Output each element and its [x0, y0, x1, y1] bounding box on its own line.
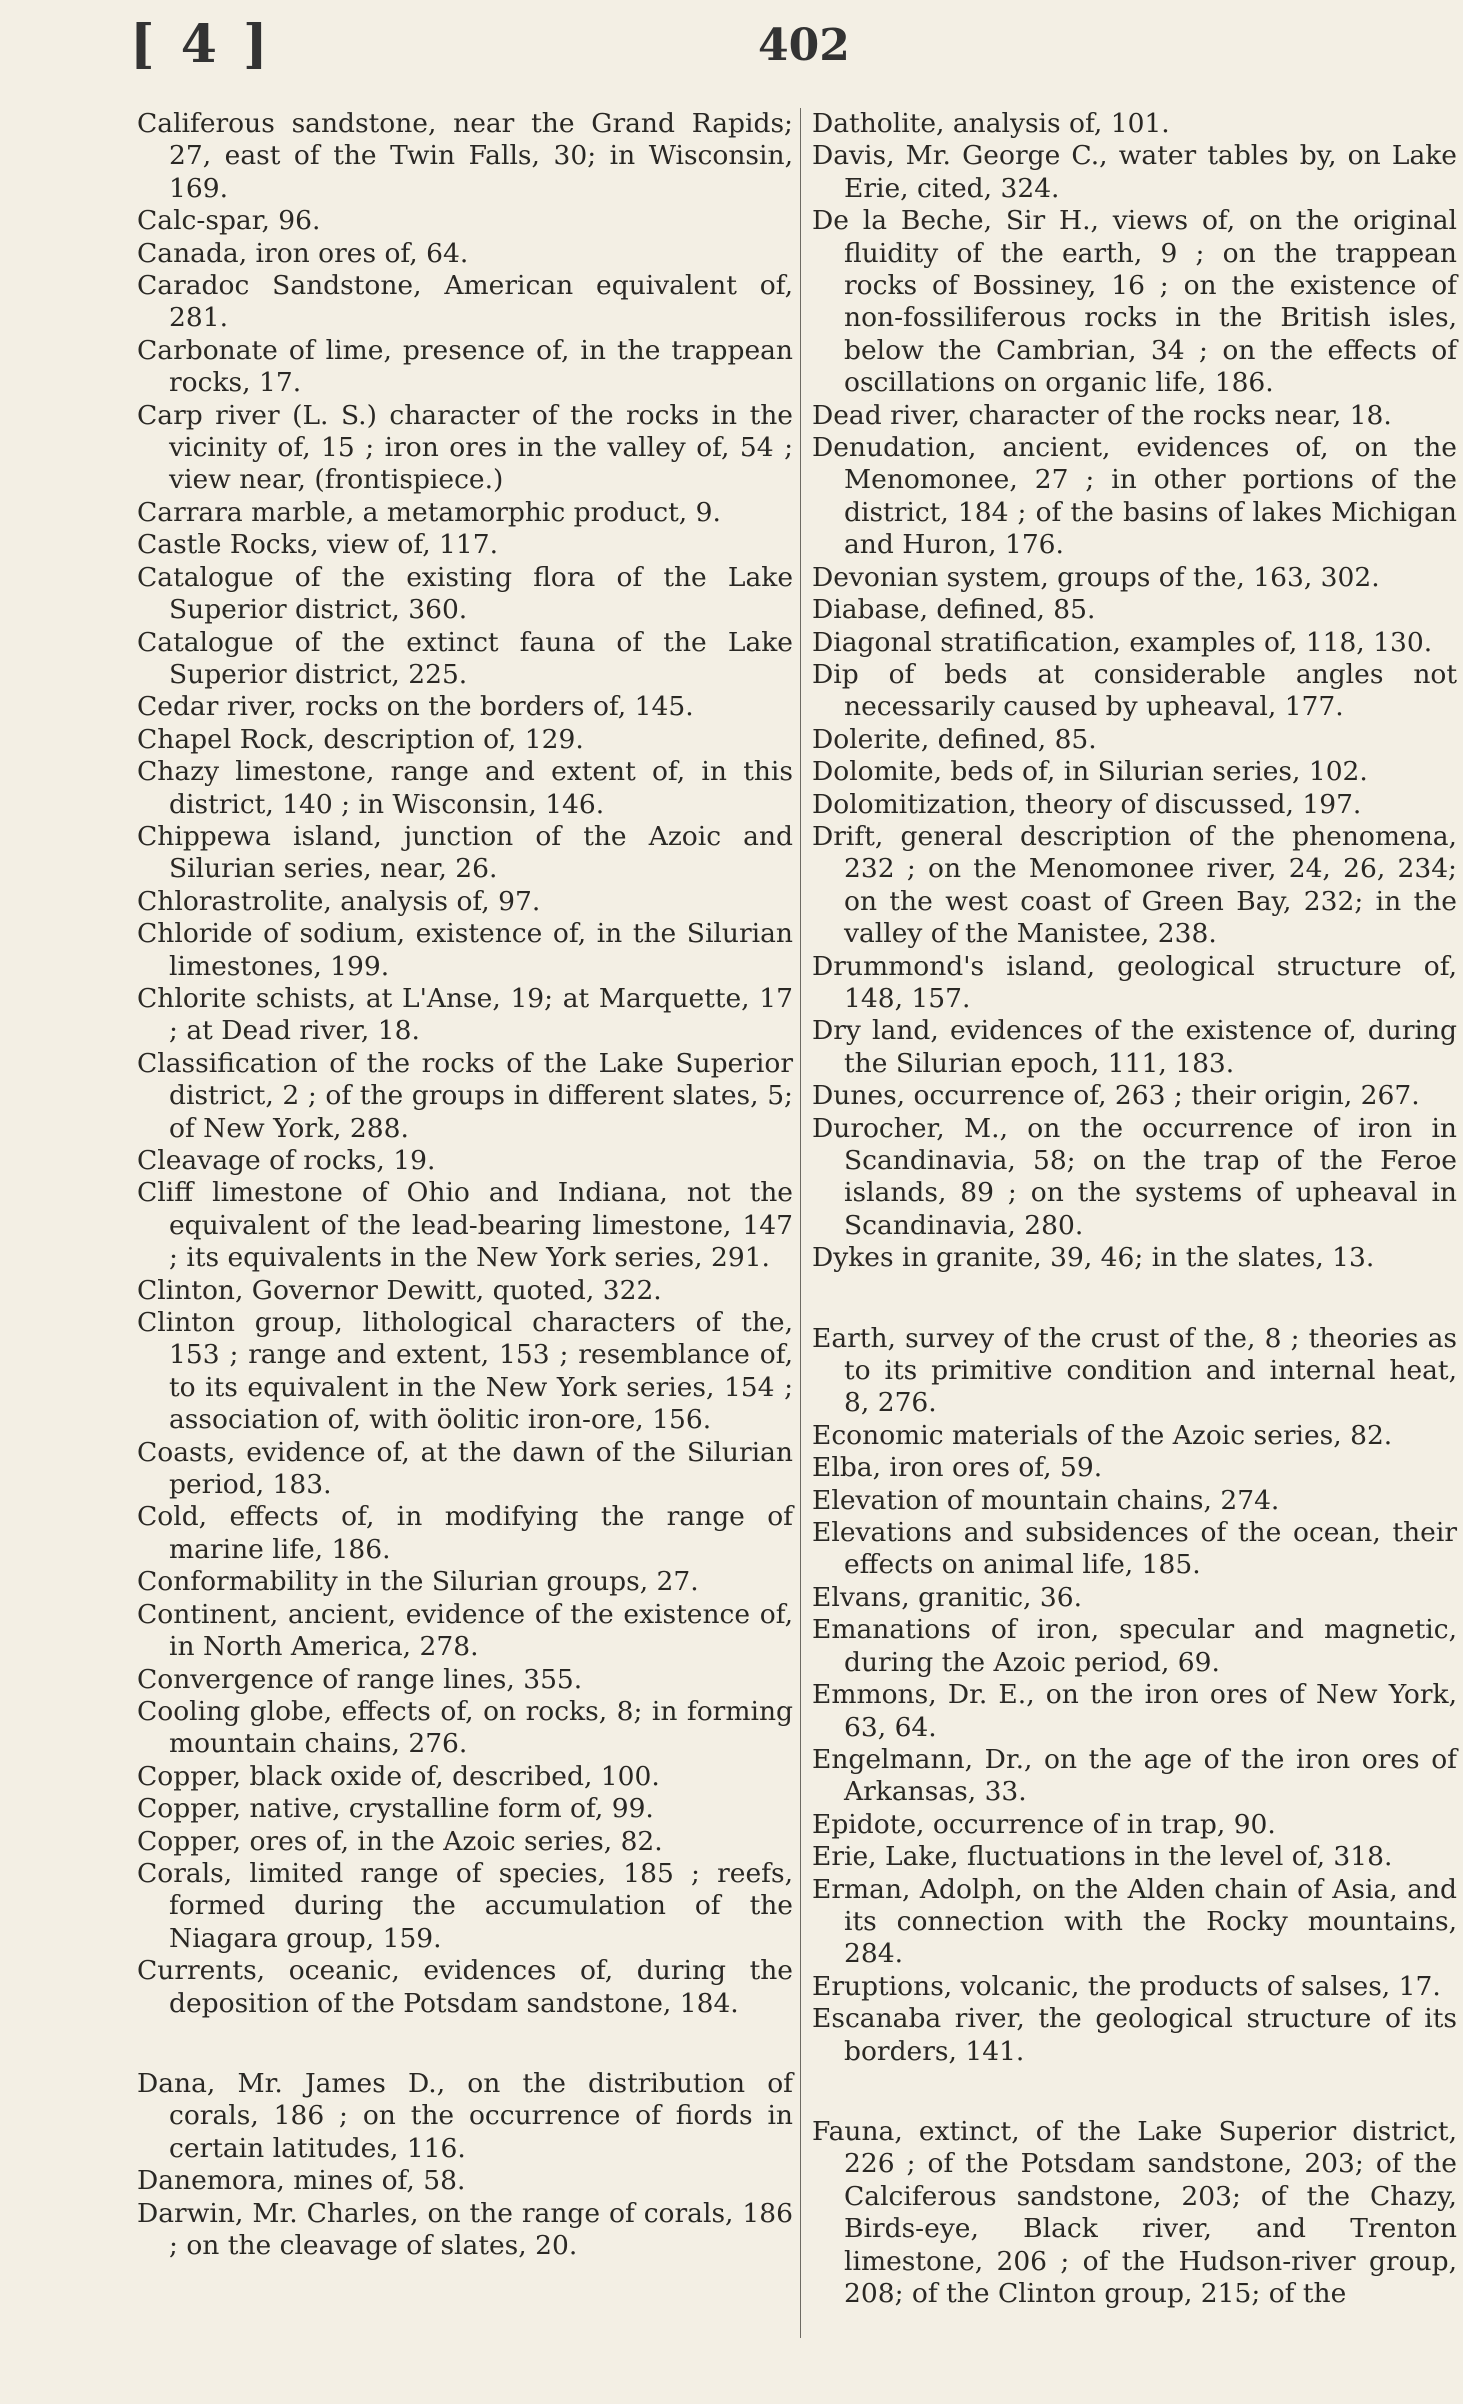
section-gap: [812, 2068, 1457, 2116]
index-entry: Elba, iron ores of, 59.: [812, 1452, 1103, 1484]
index-entry: Copper, black oxide of, described, 100.: [137, 1760, 660, 1792]
index-entry: Cooling globe, effects of, on rocks, 8; in forming mountain chains, 276.: [137, 1695, 793, 1760]
index-entry: Cedar river, rocks on the borders of, 145.: [137, 691, 694, 723]
index-entry: Currents, oceanic, evidences of, during the deposition of the Potsdam sandstone, 184.: [137, 1955, 793, 2019]
index-entry: Classification of the rocks of the Lake Superior district, 2 ; of the groups in different slates, 5; of New York, 288.: [137, 1047, 793, 1144]
index-entry: Clinton group, lithological characters of the, 153 ; range and extent, 153 ; resemblance of, to its equivalent in the New York series, 154 ; association of, with öolitic iron-ore, 156.: [137, 1307, 793, 1436]
index-entry: Catalogue of the extinct fauna of the Lake Superior district, 225.: [137, 626, 793, 690]
index-entry: Dolomitization, theory of discussed, 197.: [812, 788, 1362, 820]
index-entry: Erie, Lake, fluctuations in the level of, 318.: [812, 1841, 1393, 1873]
signature-mark: [ 4 ]: [130, 14, 272, 75]
index-entry: Chlorite schists, at L'Anse, 19; at Marquette, 17 ; at Dead river, 18.: [137, 982, 793, 1047]
index-entry: Dip of beds at considerable angles not necessarily caused by upheaval, 177.: [812, 658, 1457, 723]
index-entry: Economic materials of the Azoic series, 82.: [812, 1419, 1393, 1451]
index-entry: Epidote, occurrence of in trap, 90.: [812, 1808, 1276, 1840]
index-entry: Convergence of range lines, 355.: [137, 1663, 583, 1695]
index-entry: Dead river, character of the rocks near, 18.: [812, 399, 1392, 431]
index-entry: Drummond's island, geological structure of, 148, 157.: [812, 950, 1457, 1014]
page-number: 402: [758, 20, 850, 71]
index-entry: Emanations of iron, specular and magnetic, during the Azoic period, 69.: [812, 1614, 1457, 1678]
index-entry: Continent, ancient, evidence of the existence of, in North America, 278.: [137, 1598, 793, 1663]
index-entry: Denudation, ancient, evidences of, on the Menomonee, 27 ; in other portions of the district, 184 ; of the basins of lakes Michigan and Huron, 176.: [812, 432, 1457, 561]
index-entry: Davis, Mr. George C., water tables by, on Lake Erie, cited, 324.: [812, 140, 1457, 204]
index-entry: Dolerite, defined, 85.: [812, 723, 1097, 755]
index-entry: Carp river (L. S.) character of the rocks in the vicinity of, 15 ; iron ores in the valley of, 54 ; view near, (frontispiece.): [137, 399, 793, 496]
section-gap: [137, 2020, 793, 2068]
index-entry: Durocher, M., on the occurrence of iron in Scandinavia, 58; on the trap of the Feroe islands, 89 ; on the systems of upheaval in Scandinavia, 280.: [812, 1112, 1457, 1241]
index-entry: Emmons, Dr. E., on the iron ores of New York, 63, 64.: [812, 1679, 1457, 1743]
index-entry: Devonian system, groups of the, 163, 302.: [812, 561, 1380, 593]
index-entry: Diabase, defined, 85.: [812, 594, 1096, 626]
index-entry: De la Beche, Sir H., views of, on the original fluidity of the earth, 9 ; on the trappean rocks of Bossiney, 16 ; on the existence of non-fossiliferous rocks in the British isles, below the Cambrian, 34 ; on the effects of oscillations on organic life, 186.: [812, 205, 1457, 399]
index-entry: Corals, limited range of species, 185 ; reefs, formed during the accumulation of the Niagara group, 159.: [137, 1857, 793, 1954]
section-gap: [812, 1275, 1457, 1323]
index-entry: Copper, ores of, in the Azoic series, 82.: [137, 1825, 663, 1857]
index-entry: Califerous sandstone, near the Grand Rapids; 27, east of the Twin Falls, 30; in Wisconsin, 169.: [137, 108, 793, 204]
index-entry: Carrara marble, a metamorphic product, 9.: [137, 496, 721, 528]
index-entry: Elvans, granitic, 36.: [812, 1581, 1083, 1613]
index-entry: Elevation of mountain chains, 274.: [812, 1484, 1280, 1516]
index-entry: Erman, Adolph, on the Alden chain of Asia, and its connection with the Rocky mountains, 284.: [812, 1873, 1457, 1970]
index-entry: Caradoc Sandstone, American equivalent of, 281.: [137, 270, 793, 334]
index-entry: Chlorastrolite, analysis of, 97.: [137, 885, 541, 917]
index-entry: Fauna, extinct, of the Lake Superior district, 226 ; of the Potsdam sandstone, 203; of the Calciferous sandstone, 203; of the Chazy, Birds-eye, Black river, and Trenton limestone, 206 ; of the Hudson-river group, 208; of the Clinton group, 215; of the: [812, 2115, 1457, 2309]
index-entry: Elevations and subsidences of the ocean, their effects on animal life, 185.: [812, 1517, 1457, 1581]
index-entry: Clinton, Governor Dewitt, quoted, 322.: [137, 1274, 662, 1306]
index-entry: Dry land, evidences of the existence of, during the Silurian epoch, 111, 183.: [812, 1015, 1457, 1079]
index-entry: Drift, general description of the phenomena, 232 ; on the Menomonee river, 24, 26, 234; on the west coast of Green Bay, 232; in the valley of the Manistee, 238.: [812, 820, 1457, 950]
index-column-right: [812, 108, 1457, 2310]
index-entry: Cold, effects of, in modifying the range of marine life, 186.: [137, 1501, 793, 1565]
index-entry: Chippewa island, junction of the Azoic and Silurian series, near, 26.: [137, 820, 793, 885]
index-entry: Chloride of sodium, existence of, in the Silurian limestones, 199.: [137, 918, 793, 982]
index-entry: Dykes in granite, 39, 46; in the slates, 13.: [812, 1242, 1375, 1274]
index-entry: Dolomite, beds of, in Silurian series, 102.: [812, 756, 1368, 788]
index-entry: Engelmann, Dr., on the age of the iron ores of Arkansas, 33.: [812, 1743, 1457, 1808]
index-entry: Dunes, occurrence of, 263 ; their origin, 267.: [812, 1080, 1420, 1112]
column-divider: [800, 108, 801, 2338]
index-entry: Danemora, mines of, 58.: [137, 2165, 466, 2197]
index-entry: Darwin, Mr. Charles, on the range of corals, 186 ; on the cleavage of slates, 20.: [137, 2197, 793, 2261]
index-column-left: [137, 108, 793, 2262]
index-entry: Chapel Rock, description of, 129.: [137, 723, 584, 755]
index-entry: Conformability in the Silurian groups, 27.: [137, 1566, 699, 1598]
index-entry: Coasts, evidence of, at the dawn of the Silurian period, 183.: [137, 1436, 793, 1501]
index-entry: Calc-spar, 96.: [137, 205, 321, 237]
index-entry: Earth, survey of the crust of the, 8 ; theories as to its primitive condition and internal heat, 8, 276.: [812, 1322, 1457, 1419]
index-entry: Cliff limestone of Ohio and Indiana, not the equivalent of the lead-bearing limestone, 147 ; its equivalents in the New York series, 291.: [137, 1177, 793, 1274]
index-entry: Canada, iron ores of, 64.: [137, 237, 469, 269]
index-entry: Eruptions, volcanic, the products of salses, 17.: [812, 1970, 1441, 2002]
index-entry: Diagonal stratification, examples of, 118, 130.: [812, 626, 1433, 658]
index-entry: Castle Rocks, view of, 117.: [137, 529, 499, 561]
index-entry: Escanaba river, the geological structure of its borders, 141.: [812, 2003, 1457, 2067]
index-entry: Dana, Mr. James D., on the distribution of corals, 186 ; on the occurrence of fiords in certain latitudes, 116.: [137, 2067, 793, 2164]
index-entry: Catalogue of the existing flora of the Lake Superior district, 360.: [137, 561, 793, 626]
index-entry: Carbonate of lime, presence of, in the trappean rocks, 17.: [137, 334, 793, 399]
index-entry: Cleavage of rocks, 19.: [137, 1145, 436, 1176]
index-entry: Datholite, analysis of, 101.: [812, 108, 1170, 139]
index-entry: Chazy limestone, range and extent of, in this district, 140 ; in Wisconsin, 146.: [137, 756, 793, 820]
index-entry: Copper, native, crystalline form of, 99.: [137, 1793, 654, 1825]
